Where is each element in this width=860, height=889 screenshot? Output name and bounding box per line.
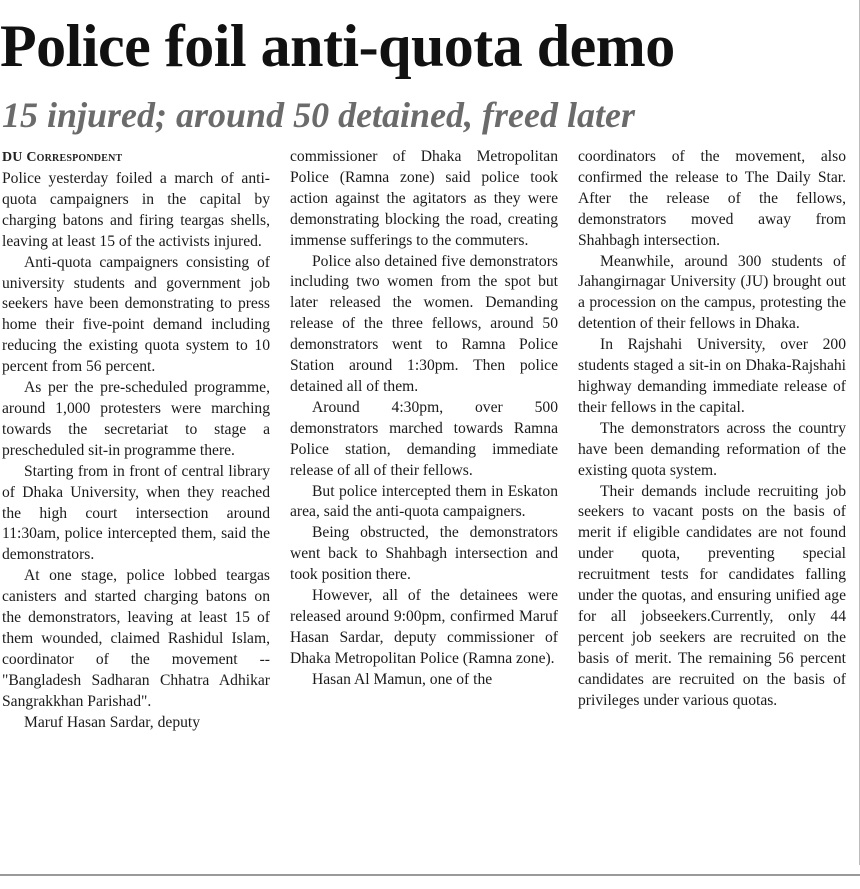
- paragraph: Police yesterday foiled a march of anti-quota campaigners in the capital by charging batons and firing teargas shells, leaving at least 15 of the activists injured.: [2, 170, 270, 250]
- paragraph: Anti-quota campaigners consisting of university students and government job seekers have been demonstrating to press home their five-point demand including reducing the existing quota system to 10 percent from 56 percent.: [2, 253, 270, 376]
- paragraph: commissioner of Dhaka Metropolitan Police (Ramna zone) said police took action against the agitators as they were demonstrating blocking the road, creating immense sufferings to the commuters.: [290, 148, 558, 249]
- paragraph: But police intercepted them in Eskaton area, said the anti-quota campaigners.: [290, 482, 558, 521]
- paragraph: coordinators of the movement, also confirmed the release to The Daily Star. After the release of the fellows, demonstrators moved away from Shahbagh intersection.: [578, 148, 846, 249]
- paragraph: Starting from in front of central library of Dhaka University, when they reached the high court intersection around 11:30am, police intercepted them, said the demonstrators.: [2, 462, 270, 564]
- article-body: [0, 147, 858, 863]
- paragraph: Being obstructed, the demonstrators went back to Shahbagh intersection and took position there.: [290, 524, 558, 584]
- column-1: [2, 147, 270, 863]
- paragraph: However, all of the detainees were released around 9:00pm, confirmed Maruf Hasan Sardar, deputy commissioner of Dhaka Metropolitan Police (Ramna zone).: [290, 587, 558, 667]
- headline: Police foil anti-quota demo: [0, 13, 675, 79]
- paragraph: The demonstrators across the country have been demanding reformation of the existing quota system.: [578, 419, 846, 479]
- paragraph: Their demands include recruiting job seekers to vacant posts on the basis of merit if eligible candidates are not found under quota, preventing special recruitment tests for candidates falling under the quotas, and ensuring unified age for all jobseekers.Currently, only 44 percent job seekers are recruited on the basis of merit. The remaining 56 percent candidates are recruited on the basis of privileges under various quotas.: [578, 482, 846, 709]
- paragraph: Meanwhile, around 300 students of Jahangirnagar University (JU) brought out a procession on the campus, protesting the detention of their fellows in Dhaka.: [578, 252, 846, 333]
- paragraph: Police also detained five demonstrators including two women from the spot but later released the women. Demanding release of the three fellows, around 50 demonstrators went to Ramna Police Station around 1:30pm. Then police detained all of them.: [290, 252, 558, 395]
- byline: DU Correspondent: [2, 150, 123, 165]
- paragraph: At one stage, police lobbed teargas canisters and started charging batons on the demonstrators, leaving at least 15 of them wounded, claimed Rashidul Islam, coordinator of the movement -- "Bangladesh Sadharan Chhatra Adhikar Sangrakkhan Parishad".: [2, 567, 270, 710]
- paragraph: Around 4:30pm, over 500 demonstrators marched towards Ramna Police station, demanding immediate release of all of their fellows.: [290, 398, 558, 479]
- column-3: [578, 147, 846, 863]
- column-2: [290, 147, 558, 863]
- paragraph: In Rajshahi University, over 200 students staged a sit-in on Dhaka-Rajshahi highway demanding immediate release of their fellows in the capital.: [578, 336, 846, 416]
- subheadline: 15 injured; around 50 detained, freed later: [2, 95, 636, 135]
- paragraph: Maruf Hasan Sardar, deputy: [24, 713, 201, 731]
- paragraph: As per the pre-scheduled programme, around 1,000 protesters were marching towards the secretariat to stage a prescheduled sit-in programme there.: [2, 379, 270, 459]
- paragraph: Hasan Al Mamun, one of the: [312, 670, 493, 688]
- bottom-border-rule: [0, 874, 860, 876]
